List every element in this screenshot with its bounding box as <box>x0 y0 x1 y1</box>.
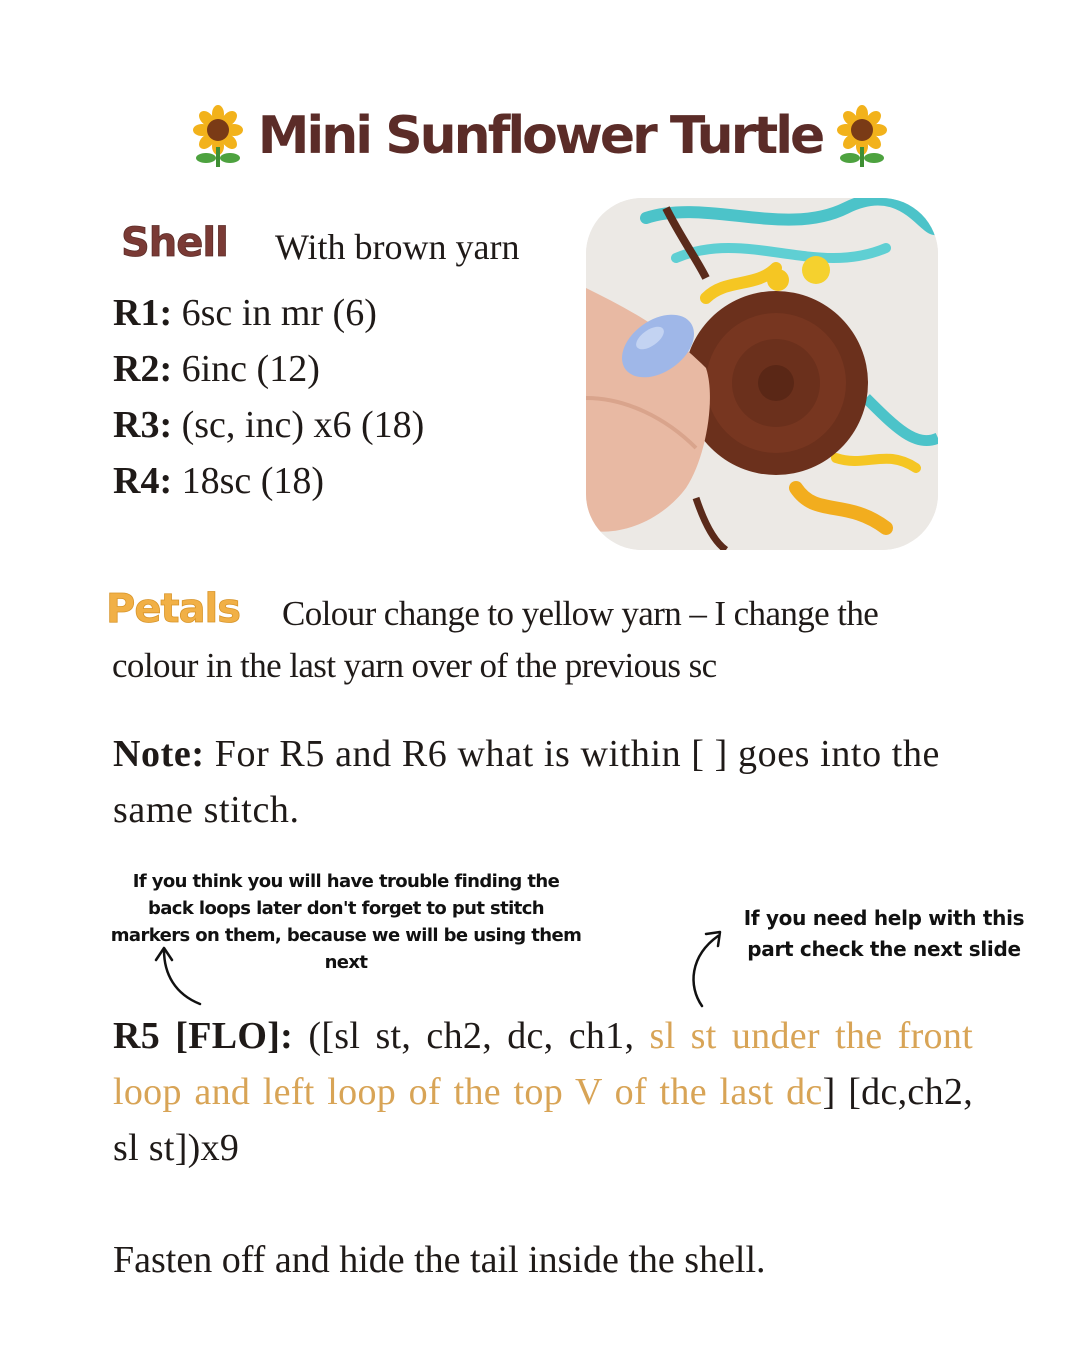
curved-arrow-icon <box>680 926 730 1010</box>
r5-part1: ([sl st, ch2, dc, ch1, <box>308 1015 635 1057</box>
round-r5 <box>113 1008 973 1176</box>
round-text: 6sc in mr (6) <box>181 292 377 334</box>
round-label: R2: <box>113 348 173 390</box>
annotation-stitch-markers: If you think you will have trouble finding the back loops later don't forget to put stitch markers on them, because we will be using them next <box>110 871 582 973</box>
title-row <box>0 96 1080 176</box>
round-r3 <box>113 397 424 453</box>
round-label: R1: <box>113 292 173 334</box>
round-r4 <box>113 453 324 509</box>
note-text: For R5 and R6 what is within [ ] goes into the same stitch. <box>113 733 941 831</box>
sunflower-icon <box>832 103 892 169</box>
closing-instruction: Fasten off and hide the tail inside the shell. <box>113 1239 766 1281</box>
round-text: 18sc (18) <box>181 460 325 502</box>
shell-subtitle: With brown yarn <box>275 227 520 267</box>
r5-part2: ] [dc,ch2, sl st])x9 <box>113 1071 973 1169</box>
sunflower-icon <box>188 103 248 169</box>
page-title: Mini Sunflower Turtle <box>257 106 823 166</box>
r5-label: R5 [FLO]: <box>113 1015 294 1057</box>
note-paragraph <box>113 726 983 838</box>
round-label: R3: <box>113 404 173 446</box>
petals-description: Colour change to yellow yarn – I change the colour in the last yarn over of the previous sc <box>112 594 879 685</box>
r5-highlight: sl st under the front loop and left loop of the top V of the last dc <box>113 1015 973 1113</box>
petals-heading: Petals <box>106 586 241 632</box>
note-label: Note: <box>113 733 205 775</box>
round-text: (sc, inc) x6 (18) <box>181 404 425 446</box>
round-r1 <box>113 285 377 341</box>
round-label: R4: <box>113 460 173 502</box>
photo-illustration <box>586 198 938 550</box>
crochet-shell-photo <box>586 198 938 550</box>
curved-arrow-icon <box>150 944 210 1010</box>
round-text: 6inc (12) <box>181 348 320 390</box>
annotation-next-slide: If you need help with this part check the next slide <box>743 906 1025 961</box>
shell-heading: Shell <box>121 220 228 266</box>
round-r2 <box>113 341 320 397</box>
